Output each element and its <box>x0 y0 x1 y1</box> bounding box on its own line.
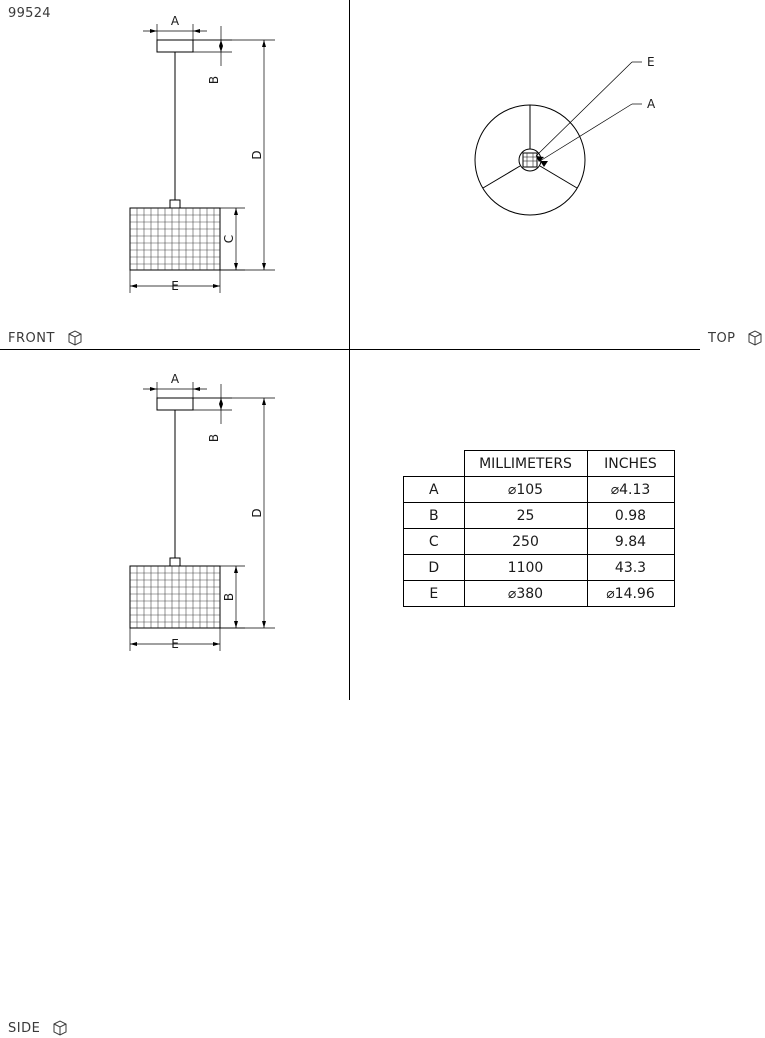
front-view-panel <box>0 0 349 349</box>
row-key: E <box>404 581 465 607</box>
row-mm: 25 <box>464 503 587 529</box>
row-inches: ⌀4.13 <box>587 477 674 503</box>
front-view-label-text: FRONT <box>8 330 55 346</box>
side-dim-letter-d: D <box>250 508 264 518</box>
front-view-label <box>8 328 85 348</box>
side-view-panel <box>0 350 349 1036</box>
row-inches: 9.84 <box>587 529 674 555</box>
dimension-table-panel <box>350 350 699 699</box>
top-view-drawing <box>350 0 699 349</box>
top-view-label-text: TOP <box>708 330 736 346</box>
table-row <box>404 555 675 581</box>
cube-icon <box>745 328 765 348</box>
table-row <box>404 477 675 503</box>
row-mm: ⌀105 <box>464 477 587 503</box>
front-view-drawing <box>0 0 349 349</box>
table-header-row <box>404 451 675 477</box>
dimension-table <box>403 450 675 607</box>
table-row <box>404 581 675 607</box>
side-dim-letter-e: E <box>171 637 179 651</box>
top-dim-letter-a: A <box>647 97 656 111</box>
table-header-key <box>404 451 465 477</box>
front-dim-letter-d: D <box>250 150 264 160</box>
row-inches: 0.98 <box>587 503 674 529</box>
table-header-millimeters: MILLIMETERS <box>464 451 587 477</box>
row-mm: 250 <box>464 529 587 555</box>
side-view-drawing <box>0 350 349 699</box>
side-dim-letter-b-top: B <box>207 433 221 443</box>
row-inches: 43.3 <box>587 555 674 581</box>
row-key: D <box>404 555 465 581</box>
side-dim-letter-b-shade: B <box>222 592 236 602</box>
side-dim-letter-a: A <box>170 372 180 386</box>
front-dim-letter-a: A <box>170 14 180 28</box>
cube-icon <box>65 328 85 348</box>
side-view-label-text: SIDE <box>8 1020 41 1036</box>
row-key: B <box>404 503 465 529</box>
table-row <box>404 503 675 529</box>
cube-icon <box>50 1018 70 1038</box>
table-header-inches: INCHES <box>587 451 674 477</box>
row-key: C <box>404 529 465 555</box>
row-key: A <box>404 477 465 503</box>
row-mm: ⌀380 <box>464 581 587 607</box>
front-dim-letter-b: B <box>207 75 221 85</box>
row-mm: 1100 <box>464 555 587 581</box>
row-inches: ⌀14.96 <box>587 581 674 607</box>
part-number: 99524 <box>8 6 51 21</box>
front-dim-letter-c: C <box>222 234 236 244</box>
table-row <box>404 529 675 555</box>
side-view-label <box>8 1018 70 1038</box>
top-view-label <box>708 328 765 348</box>
top-view-panel <box>350 0 736 349</box>
front-dim-letter-e: E <box>171 279 179 293</box>
top-dim-letter-e: E <box>647 55 655 69</box>
